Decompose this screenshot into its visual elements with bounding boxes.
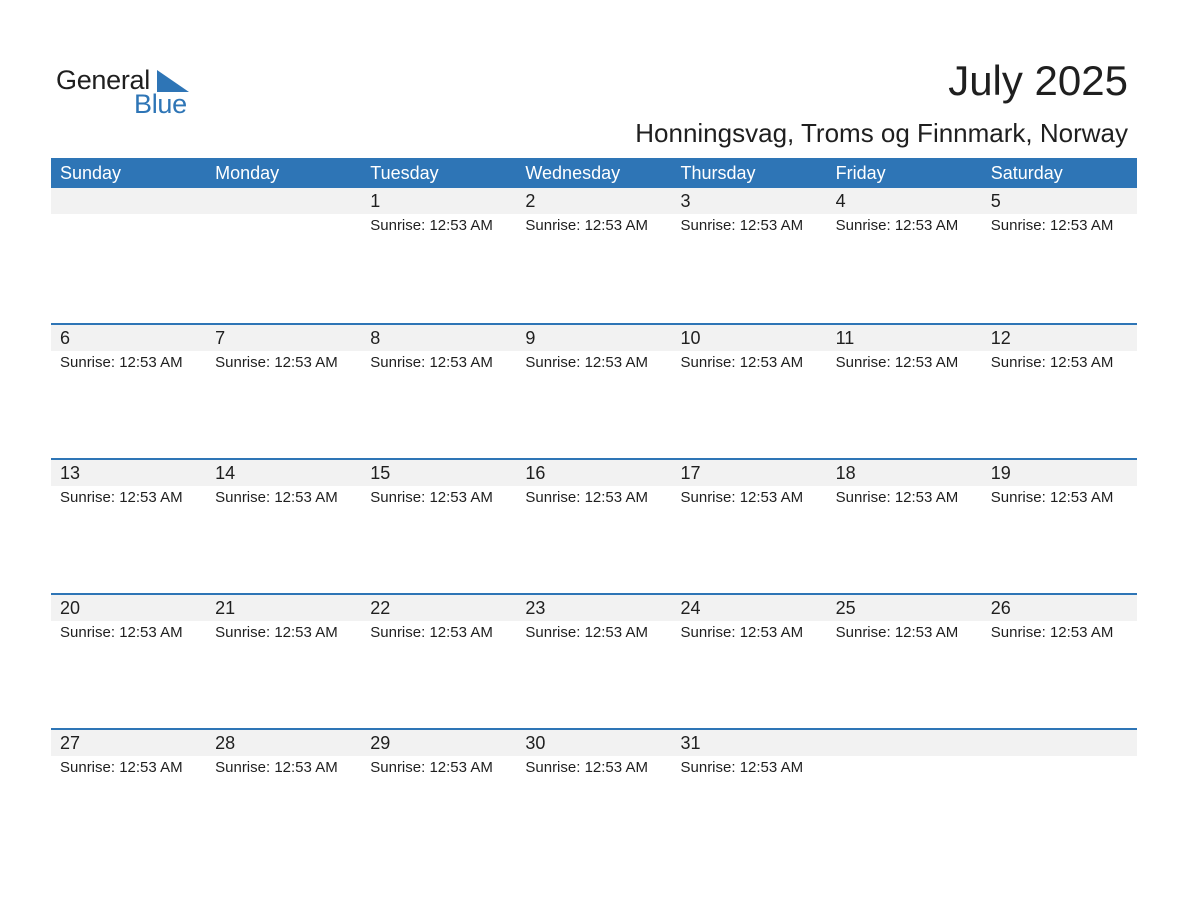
day-number-band [982, 730, 1137, 756]
day-number: 21 [215, 598, 236, 618]
day-cell [361, 188, 516, 323]
day-number-band [206, 325, 361, 351]
brand-name-general: General [56, 65, 150, 95]
day-cell [51, 460, 206, 593]
sunrise-time: Sunrise: 12:53 AM [370, 624, 493, 641]
day-number: 12 [990, 328, 1011, 348]
day-cell [51, 595, 206, 728]
day-number-band [361, 460, 516, 486]
sunrise-time: Sunrise: 12:53 AM [835, 217, 959, 234]
day-cell [361, 460, 516, 593]
day-number-band [827, 188, 982, 214]
weekday-header-thursday: Thursday [680, 163, 756, 183]
brand-logo [56, 64, 206, 120]
day-number-band [982, 325, 1137, 351]
day-number: 1 [370, 191, 381, 211]
day-cell [827, 460, 982, 593]
day-cell [206, 730, 361, 863]
day-cell [982, 460, 1137, 593]
day-number: 30 [525, 733, 546, 753]
week-row [51, 593, 1137, 728]
sunrise-time: Sunrise: 12:53 AM [525, 759, 648, 776]
day-number-band [827, 730, 982, 756]
day-number-band [982, 188, 1137, 214]
sunrise-time: Sunrise: 12:53 AM [990, 354, 1114, 371]
day-number-band [827, 460, 982, 486]
day-number: 5 [990, 191, 1001, 211]
sunrise-time: Sunrise: 12:53 AM [680, 489, 804, 506]
sunrise-time: Sunrise: 12:53 AM [990, 624, 1114, 641]
day-cell [827, 325, 982, 458]
day-cell [361, 730, 516, 863]
sunrise-time: Sunrise: 12:53 AM [525, 217, 648, 234]
day-number-band [516, 595, 671, 621]
day-cell [672, 325, 827, 458]
day-cell [672, 595, 827, 728]
day-cell [206, 460, 361, 593]
day-number: 11 [835, 328, 855, 348]
day-cell [516, 188, 671, 323]
sunrise-time: Sunrise: 12:53 AM [680, 217, 804, 234]
day-number: 23 [525, 598, 546, 618]
day-cell [51, 730, 206, 863]
day-cell [51, 188, 206, 323]
day-number-band [516, 460, 671, 486]
day-number: 27 [60, 733, 81, 753]
day-cell [206, 188, 361, 323]
day-number-band [51, 188, 206, 214]
week-row [51, 188, 1137, 323]
weekday-header-saturday: Saturday [990, 163, 1063, 183]
sunrise-time: Sunrise: 12:53 AM [60, 759, 183, 776]
week-row [51, 323, 1137, 458]
day-number-band [672, 188, 827, 214]
sunrise-time: Sunrise: 12:53 AM [215, 489, 338, 506]
day-cell [827, 595, 982, 728]
day-cell [827, 188, 982, 323]
day-number-band [361, 325, 516, 351]
sunrise-time: Sunrise: 12:53 AM [370, 759, 493, 776]
day-cell [672, 460, 827, 593]
day-number: 18 [835, 463, 856, 483]
day-cell [982, 730, 1137, 863]
sunrise-time: Sunrise: 12:53 AM [835, 489, 959, 506]
day-number-band [827, 325, 982, 351]
day-cell [982, 188, 1137, 323]
day-number-band [51, 595, 206, 621]
week-row [51, 728, 1137, 863]
day-cell [51, 325, 206, 458]
day-number-band [206, 460, 361, 486]
day-cell [206, 325, 361, 458]
sunrise-time: Sunrise: 12:53 AM [680, 624, 804, 641]
day-cell [361, 325, 516, 458]
calendar-grid [51, 158, 1137, 863]
day-number-band [361, 730, 516, 756]
sunrise-time: Sunrise: 12:53 AM [525, 354, 648, 371]
day-number: 9 [525, 328, 536, 348]
day-number: 29 [370, 733, 391, 753]
weekday-header-sunday: Sunday [60, 163, 122, 183]
day-cell [516, 730, 671, 863]
day-number-band [206, 595, 361, 621]
day-number-band [516, 188, 671, 214]
day-number: 8 [370, 328, 381, 348]
day-number: 10 [680, 328, 701, 348]
day-cell [516, 460, 671, 593]
day-number: 22 [370, 598, 391, 618]
sunrise-time: Sunrise: 12:53 AM [60, 489, 183, 506]
day-number-band [672, 460, 827, 486]
sunrise-time: Sunrise: 12:53 AM [60, 354, 183, 371]
day-number-band [51, 325, 206, 351]
day-number-band [206, 188, 361, 214]
day-number-band [672, 325, 827, 351]
day-number-band [516, 730, 671, 756]
calendar-location: Honningsvag, Troms og Finnmark, Norway [635, 118, 1128, 148]
sunrise-time: Sunrise: 12:53 AM [215, 759, 338, 776]
day-number-band [982, 595, 1137, 621]
day-cell [672, 730, 827, 863]
sunrise-time: Sunrise: 12:53 AM [835, 354, 959, 371]
sunrise-time: Sunrise: 12:53 AM [990, 217, 1114, 234]
day-cell [206, 595, 361, 728]
day-number-band [516, 325, 671, 351]
sunrise-time: Sunrise: 12:53 AM [215, 624, 338, 641]
day-number: 19 [990, 463, 1011, 483]
brand-name-blue: Blue [134, 89, 187, 119]
weekday-header-row [51, 158, 1137, 188]
day-number: 6 [60, 328, 71, 348]
day-number: 20 [60, 598, 81, 618]
weekday-header-tuesday: Tuesday [370, 163, 439, 183]
day-number-band [827, 595, 982, 621]
day-number-band [672, 730, 827, 756]
day-cell [827, 730, 982, 863]
sunrise-time: Sunrise: 12:53 AM [370, 217, 493, 234]
day-number-band [51, 730, 206, 756]
day-cell [672, 188, 827, 323]
day-number: 26 [990, 598, 1011, 618]
day-cell [361, 595, 516, 728]
day-number: 13 [60, 463, 81, 483]
sunrise-time: Sunrise: 12:53 AM [680, 354, 804, 371]
day-number-band [672, 595, 827, 621]
sunrise-time: Sunrise: 12:53 AM [525, 624, 648, 641]
day-number: 31 [680, 733, 701, 753]
day-number-band [206, 730, 361, 756]
sunrise-time: Sunrise: 12:53 AM [525, 489, 648, 506]
day-number-band [361, 595, 516, 621]
weekday-header-friday: Friday [835, 163, 886, 183]
day-number: 3 [680, 191, 691, 211]
sunrise-time: Sunrise: 12:53 AM [370, 354, 493, 371]
day-cell [516, 595, 671, 728]
day-number: 16 [525, 463, 546, 483]
day-number: 28 [215, 733, 236, 753]
day-number: 2 [525, 191, 536, 211]
day-number: 17 [680, 463, 701, 483]
day-number: 24 [680, 598, 701, 618]
day-number: 25 [835, 598, 856, 618]
weekday-header-wednesday: Wednesday [525, 163, 621, 183]
day-number: 7 [215, 328, 226, 348]
sunrise-time: Sunrise: 12:53 AM [835, 624, 959, 641]
sunrise-time: Sunrise: 12:53 AM [215, 354, 338, 371]
day-number: 4 [835, 191, 846, 211]
day-cell [982, 325, 1137, 458]
weekday-header-monday: Monday [215, 163, 280, 183]
sunrise-time: Sunrise: 12:53 AM [680, 759, 804, 776]
day-number: 15 [370, 463, 391, 483]
calendar-title: July 2025 [948, 57, 1128, 104]
sunrise-time: Sunrise: 12:53 AM [370, 489, 493, 506]
day-cell [982, 595, 1137, 728]
day-number-band [51, 460, 206, 486]
day-cell [516, 325, 671, 458]
weeks-container [51, 188, 1137, 863]
day-number: 14 [215, 463, 236, 483]
sunrise-time: Sunrise: 12:53 AM [990, 489, 1114, 506]
week-row [51, 458, 1137, 593]
day-number-band [982, 460, 1137, 486]
day-number-band [361, 188, 516, 214]
sunrise-time: Sunrise: 12:53 AM [60, 624, 183, 641]
